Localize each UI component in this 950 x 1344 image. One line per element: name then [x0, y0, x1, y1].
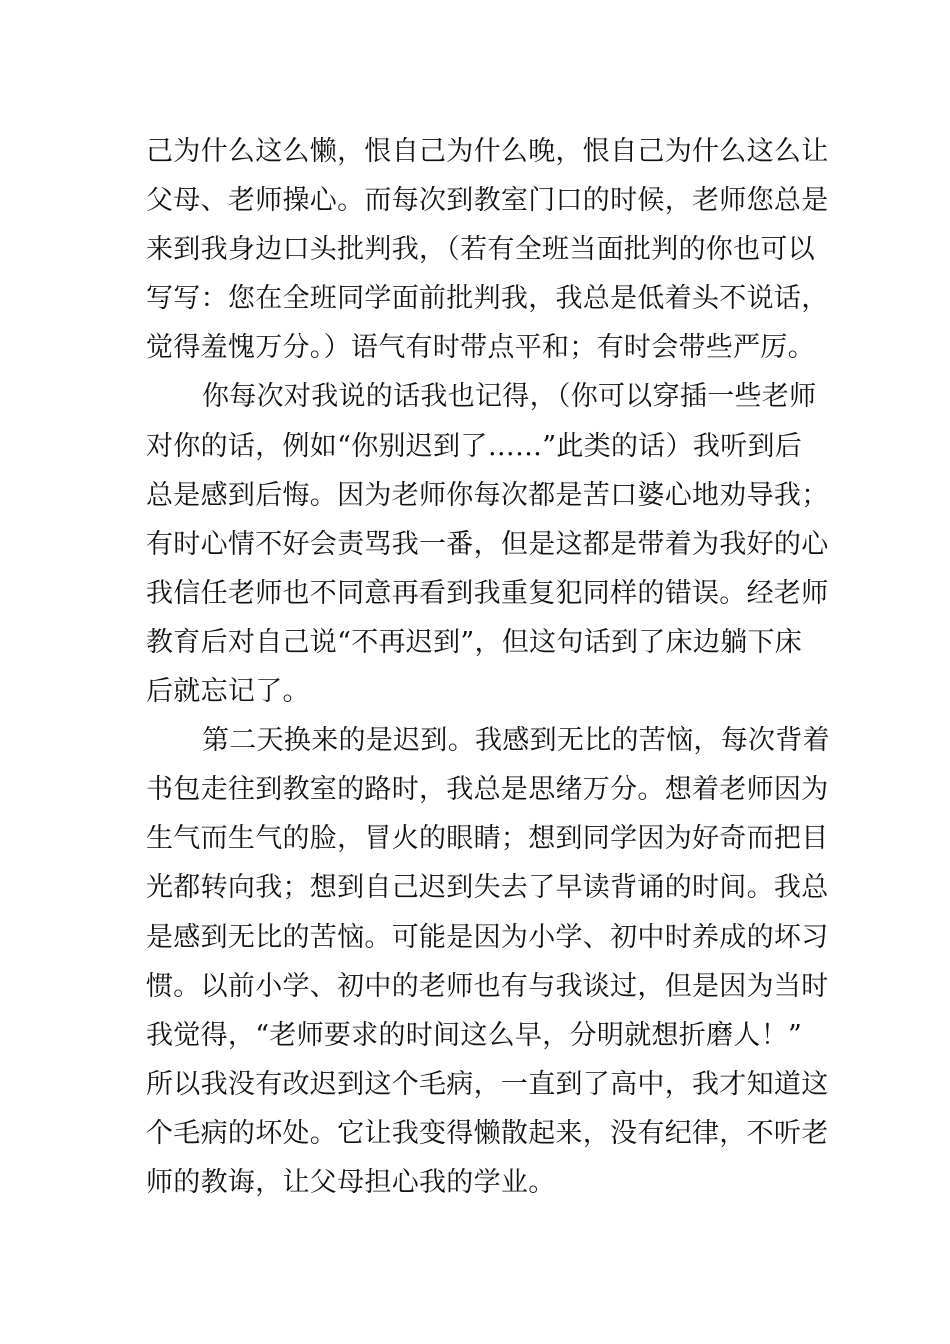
paragraph-3 — [146, 716, 830, 1207]
paragraph-line: 写写：您在全班同学面前批判我，我总是低着头不说话， — [146, 283, 829, 315]
paragraph-1 — [146, 127, 829, 372]
paragraph-line: 个毛病的坏处。它让我变得懒散起来，没有纪律，不听老 — [146, 1117, 829, 1149]
paragraph-line: 第二天换来的是迟到。我感到无比的苦恼，每次背着 — [202, 725, 830, 757]
document-body — [146, 127, 830, 1207]
paragraph-line: 总是感到后悔。因为老师你每次都是苦口婆心地劝导我； — [146, 479, 829, 511]
paragraph-line: 有时心情不好会责骂我一番，但是这都是带着为我好的心 — [146, 528, 829, 560]
paragraph-line: 父母、老师操心。而每次到教室门口的时候，老师您总是 — [146, 185, 829, 217]
paragraph-2 — [146, 372, 829, 716]
paragraph-line: 我觉得，“老师要求的时间这么早，分明就想折磨人！” — [146, 1019, 803, 1051]
paragraph-line: 所以我没有改迟到这个毛病，一直到了高中，我才知道这 — [146, 1068, 829, 1100]
paragraph-line: 生气而生气的脸，冒火的眼睛；想到同学因为好奇而把目 — [146, 823, 829, 855]
paragraph-line: 是感到无比的苦恼。可能是因为小学、初中时养成的坏习 — [146, 921, 829, 953]
paragraph-line: 后就忘记了。 — [146, 676, 310, 708]
paragraph-line: 教育后对自己说“不再迟到”，但这句话到了床边躺下床 — [146, 626, 803, 658]
paragraph-line: 觉得羞愧万分。）语气有时带点平和；有时会带些严厉。 — [146, 332, 815, 364]
paragraph-line: 惯。以前小学、初中的老师也有与我谈过，但是因为当时 — [146, 970, 829, 1002]
paragraph-line: 来到我身边口头批判我，（若有全班当面批判的你也可以 — [146, 234, 815, 266]
paragraph-line: 师的教诲，让父母担心我的学业。 — [146, 1166, 556, 1198]
paragraph-line: 我信任老师也不同意再看到我重复犯同样的错误。经老师 — [146, 577, 829, 609]
paragraph-line: 光都转向我；想到自己迟到失去了早读背诵的时间。我总 — [146, 872, 829, 904]
paragraph-line: 对你的话，例如“你别迟到了……”此类的话）我听到后 — [146, 430, 803, 462]
paragraph-line: 书包走往到教室的路时，我总是思绪万分。想着老师因为 — [146, 774, 829, 806]
paragraph-line: 你每次对我说的话我也记得，（你可以穿插一些老师 — [202, 381, 817, 413]
paragraph-line: 己为什么这么懒，恨自己为什么晚，恨自己为什么这么让 — [146, 136, 829, 167]
